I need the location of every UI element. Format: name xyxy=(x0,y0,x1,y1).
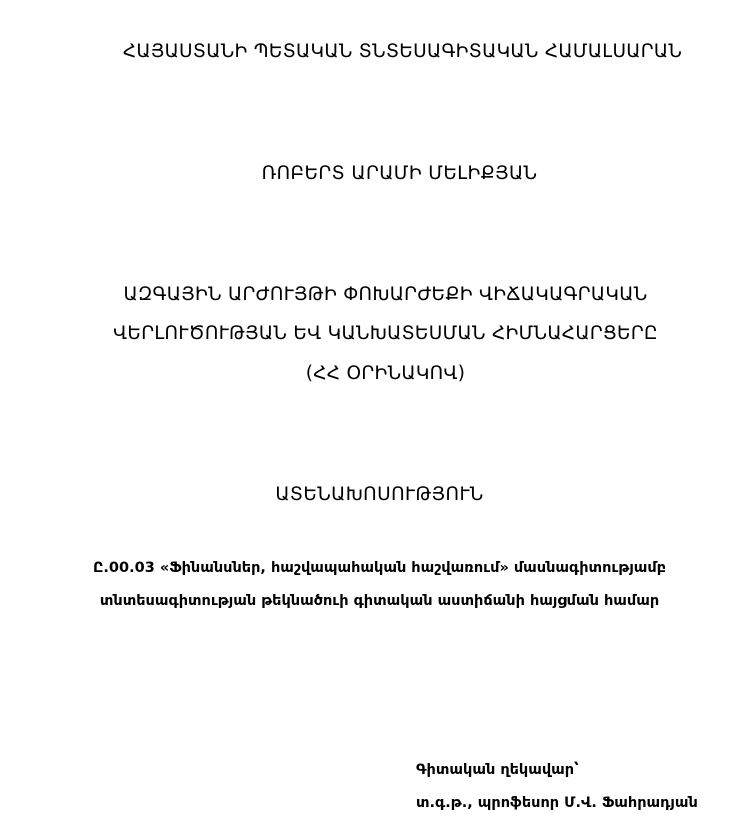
thesis-title-line: (ՀՀ ՕՐԻՆԱԿՈՎ) xyxy=(305,363,466,384)
author-name: ՌՈԲԵՐՏ ԱՐԱՄԻ ՄԵԼԻՔՅԱՆ xyxy=(261,163,538,184)
advisor-name: տ.գ.թ., պրոֆեսոր Մ.Վ. Ֆահրադյան xyxy=(416,795,698,811)
advisor-label: Գիտական ղեկավար՝ xyxy=(416,762,579,778)
degree-statement-line: տնտեսագիտության թեկնածուի գիտական աստիճանի հայցման համար xyxy=(99,593,660,609)
document-type: ԱՏԵՆԱԽՈՍՈՒԹՅՈՒՆ xyxy=(275,484,484,505)
university-name: ՀԱՅԱՍՏԱՆԻ ՊԵՏԱԿԱՆ ՏՆՏԵՍԱԳԻՏԱԿԱՆ ՀԱՄԱԼՍԱՐԱՆ xyxy=(122,41,683,62)
thesis-title-line: ԱԶԳԱՅԻՆ ԱՐԺՈՒՅԹԻ ՓՈԽԱՐԺԵՔԻ ՎԻՃԱԿԱԳՐԱԿԱՆ xyxy=(123,284,648,305)
degree-statement-line: Ը.00.03 «Ֆինանսներ, հաշվապահական հաշվառում» մասնագիտությամբ xyxy=(92,560,667,576)
thesis-title-line: ՎԵՐԼՈՒԾՈՒԹՅԱՆ ԵՎ ԿԱՆԽԱՏԵՍՄԱՆ ՀԻՄՆԱՀԱՐՑԵՐԸ xyxy=(113,323,658,344)
